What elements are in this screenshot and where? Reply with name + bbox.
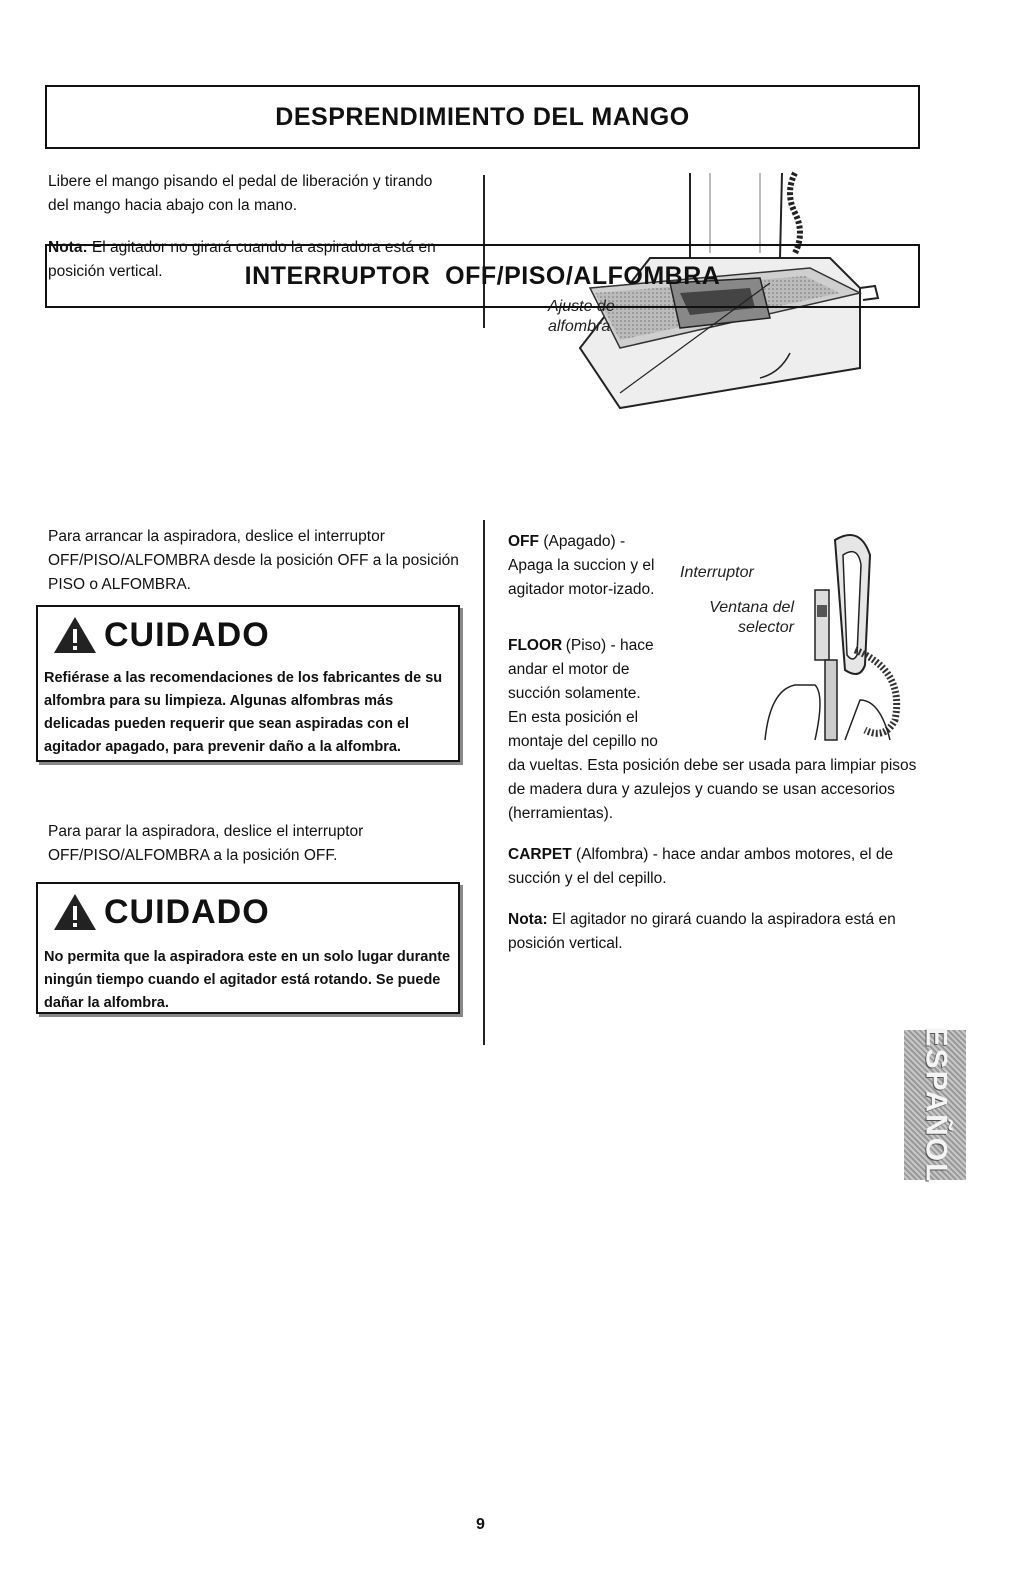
caution-title-2 [52,892,270,932]
switch-label: Interruptor [680,564,754,581]
start-instructions [48,525,468,597]
off-text: (Apagado) - Apaga la succion y el agitador motor-izado. [508,533,655,598]
note-2 [508,908,908,956]
caution-title-1 [52,615,270,655]
warning-triangle-icon [52,892,98,932]
caution-text-2: No permita que la aspiradora este en un solo lugar durante ningún tiempo cuando el agitador está rotando. Se puede dañar la alfombra. [44,949,451,1011]
carpet-label: CARPET [508,846,572,863]
floor-text: (Piso) - hace andar el motor de succión solamente. En esta posición el montaje del cepillo no da vueltas. Esta posición debe ser usada para limpiar pisos de madera dura y azulejos y cuando se usan accesorios (herramientas). [508,637,917,822]
column-divider-2 [483,520,485,1045]
note-label: Nota: [508,911,548,928]
caution-title-text: CUIDADO [104,615,270,654]
handle-release-body: Libere el mango pisando el pedal de liberación y tirando del mango hacia abajo con la mano. [48,173,433,214]
page-number: 9 [476,1516,485,1533]
figure-label-line1: Ajuste de [548,298,615,315]
section-title-switch [45,244,920,308]
warning-triangle-icon [52,615,98,655]
carpet-text: (Alfombra) - hace andar ambos motores, el de succión y el del cepillo. [508,846,894,887]
handle-release-text [48,170,448,218]
side-tab-text: ESPAÑOL [919,1026,953,1184]
carpet-mode-text [508,843,908,891]
caution-box-2 [36,882,460,1014]
window-label-1: Ventana del [709,599,794,616]
section-title-handle-release [45,85,920,149]
figure-label-window [694,598,794,638]
section-title-text: DESPRENDIMIENTO DEL MANGO [275,102,690,131]
off-label: OFF [508,533,539,550]
note-text: El agitador no girará cuando la aspiradora está en posición vertical. [48,239,436,280]
figure-label-line2: alfombra [548,318,611,335]
caution-box-1 [36,605,460,762]
stop-text: Para parar la aspiradora, deslice el interruptor OFF/PISO/ALFOMBRA a la posición OFF. [48,823,364,864]
caution-title-text: CUIDADO [104,892,270,931]
off-mode-text [508,530,668,602]
figure-label-switch [680,563,754,583]
caution-text-1: Refiérase a las recomendaciones de los fabricantes de su alfombra para su limpieza. Algunas alfombras más delicadas pueden requerir que sean aspiradas con el agitador apagado, para prevenir daño a la alfombra. [44,670,443,755]
window-label-2: selector [737,619,794,636]
note-text: El agitador no girará cuando la aspiradora está en posición vertical. [508,911,896,952]
stop-instructions [48,820,468,868]
section-title-text: INTERRUPTOR OFF/PISO/ALFOMBRA [244,261,721,290]
start-text: Para arrancar la aspiradora, deslice el interruptor OFF/PISO/ALFOMBRA desde la posición OFF a la posición PISO o ALFOMBRA. [48,528,459,593]
floor-label: FLOOR [508,637,563,654]
language-side-tab [904,1026,966,1184]
note-label: Nota: [48,239,88,256]
